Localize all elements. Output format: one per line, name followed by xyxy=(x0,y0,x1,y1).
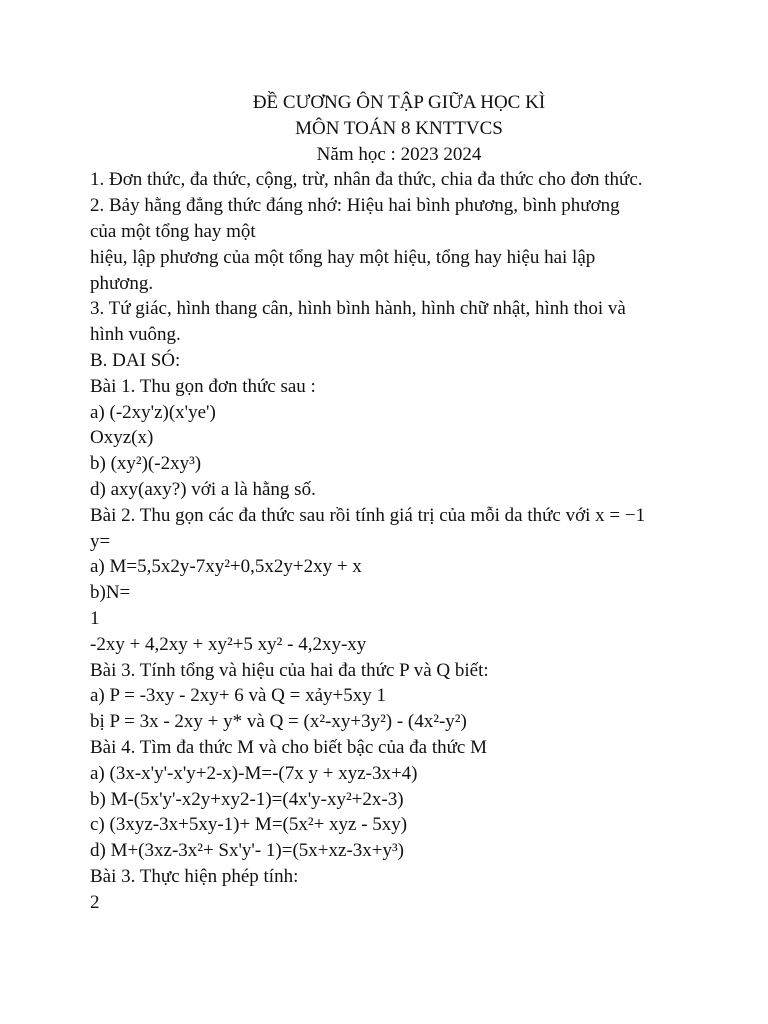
text-line: 3. Tứ giác, hình thang cân, hình bình hành, hình chữ nhật, hình thoi và xyxy=(90,298,626,320)
text-line: 1. Đơn thức, đa thức, cộng, trừ, nhân đa thức, chia đa thức cho đơn thức. xyxy=(90,169,643,191)
section-heading: B. DAI SÓ: xyxy=(90,349,181,371)
text-line: c) (3xyz-3x+5xy-1)+ M=(5x²+ xyz - 5xy) xyxy=(90,814,408,836)
text-line: Oxyz(x) xyxy=(90,427,154,449)
text-line: phương. xyxy=(90,272,154,294)
exercise-heading: Bài 3. Tính tổng và hiệu của hai đa thức P và Q biết: xyxy=(90,659,489,681)
text-line: a) (-2xy'z)(x'ye') xyxy=(90,401,216,423)
text-line: a) M=5,5x2y-7xy²+0,5x2y+2xy + x xyxy=(90,556,362,578)
text-line: a) (3x-x'y'-x'y+2-x)-M=-(7x y + xyz-3x+4) xyxy=(90,762,418,784)
text-line: b) M-(5x'y'-x2y+xy2-1)=(4x'y-xy²+2x-3) xyxy=(90,788,404,810)
text-line: d) M+(3xz-3x²+ Sx'y'- 1)=(5x+xz-3x+y³) xyxy=(90,840,405,862)
text-line: của một tổng hay một xyxy=(90,220,256,242)
title-line-1: ĐỀ CƯƠNG ÔN TẬP GIỮA HỌC KÌ xyxy=(252,92,546,113)
document-body xyxy=(90,167,708,915)
text-line: 2. Bảy hằng đẳng thức đáng nhớ: Hiệu hai bình phương, bình phương xyxy=(90,195,620,217)
title-line-3: Năm học : 2023 2024 xyxy=(316,143,482,165)
text-line: bị P = 3x - 2xy + y* và Q = (x²-xy+3y²) - (4x²-y²) xyxy=(90,711,467,733)
text-line: b)N= xyxy=(90,582,131,604)
document-title xyxy=(90,90,708,167)
text-line: b) (xy²)(-2xy³) xyxy=(90,453,202,475)
title-line-2: MÔN TOÁN 8 KNTTVCS xyxy=(295,117,503,139)
exercise-heading: Bài 1. Thu gọn đơn thức sau : xyxy=(90,375,316,397)
text-line: 1 xyxy=(90,607,100,629)
exercise-heading: Bài 3. Thực hiện phép tính: xyxy=(90,865,299,887)
text-line: a) P = -3xy - 2xy+ 6 và Q = xảy+5xy 1 xyxy=(90,685,386,707)
text-line: 2 xyxy=(90,891,100,913)
text-line: -2xy + 4,2xy + xy²+5 xy² - 4,2xy-xy xyxy=(90,633,367,655)
text-line: y= xyxy=(90,530,111,552)
text-line: d) axy(axy?) với a là hằng số. xyxy=(90,478,316,500)
text-line: hình vuông. xyxy=(90,324,181,346)
exercise-heading: Bài 2. Thu gọn các đa thức sau rồi tính giá trị của mỗi da thức với x = −1 xyxy=(90,504,646,526)
text-line: hiệu, lập phương của một tổng hay một hiệu, tổng hay hiệu hai lập xyxy=(90,246,596,268)
exercise-heading: Bài 4. Tìm đa thức M và cho biết bậc của đa thức M xyxy=(90,736,487,758)
